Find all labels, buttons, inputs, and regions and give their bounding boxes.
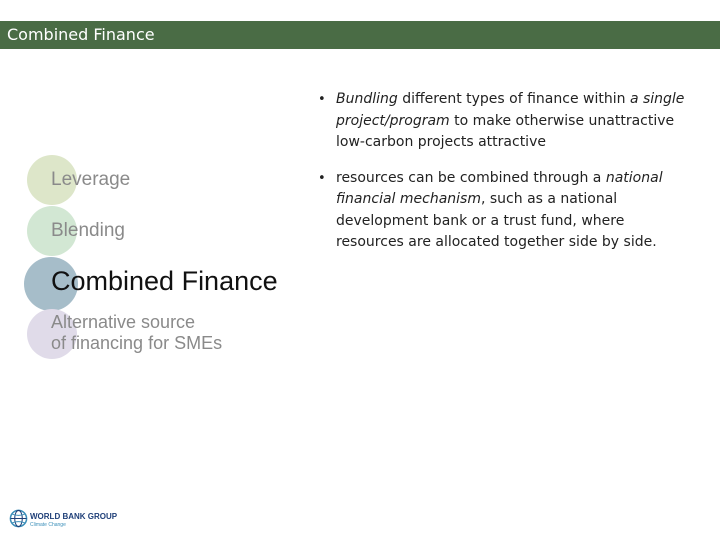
logo-name: WORLD BANK GROUP (30, 512, 118, 521)
menu-item-leverage: Leverage (51, 169, 131, 190)
bullet-text-segment: resources can be combined through a (336, 169, 606, 186)
menu-item-combined-finance: Combined Finance (51, 266, 278, 296)
globe-icon (9, 509, 28, 533)
bullet-text-segment: , such as a national development bank or a trust fund, where resources are allocated together side by side. (336, 191, 657, 250)
menu-item-blending: Blending (51, 220, 125, 241)
bullet-text-segment: to make otherwise unattractive low-carbon projects attractive (336, 112, 675, 150)
title-bar (0, 21, 720, 49)
bullet-text-segment: different types of finance within (397, 91, 630, 107)
bullet-item-resources (318, 168, 688, 254)
bullet-text-segment: national financial mechanism (336, 169, 663, 207)
page-title: Combined Finance (7, 25, 155, 44)
bullet-text-segment: Bundling (336, 91, 398, 107)
menu-item-alternative-source: Alternative source of financing for SMEs (51, 312, 223, 353)
bullet-list (318, 89, 688, 268)
logo-subtitle: Climate Change (30, 522, 66, 528)
bullet-item-bundling (318, 89, 688, 154)
bullet-text-segment: a single project/program (336, 91, 685, 129)
